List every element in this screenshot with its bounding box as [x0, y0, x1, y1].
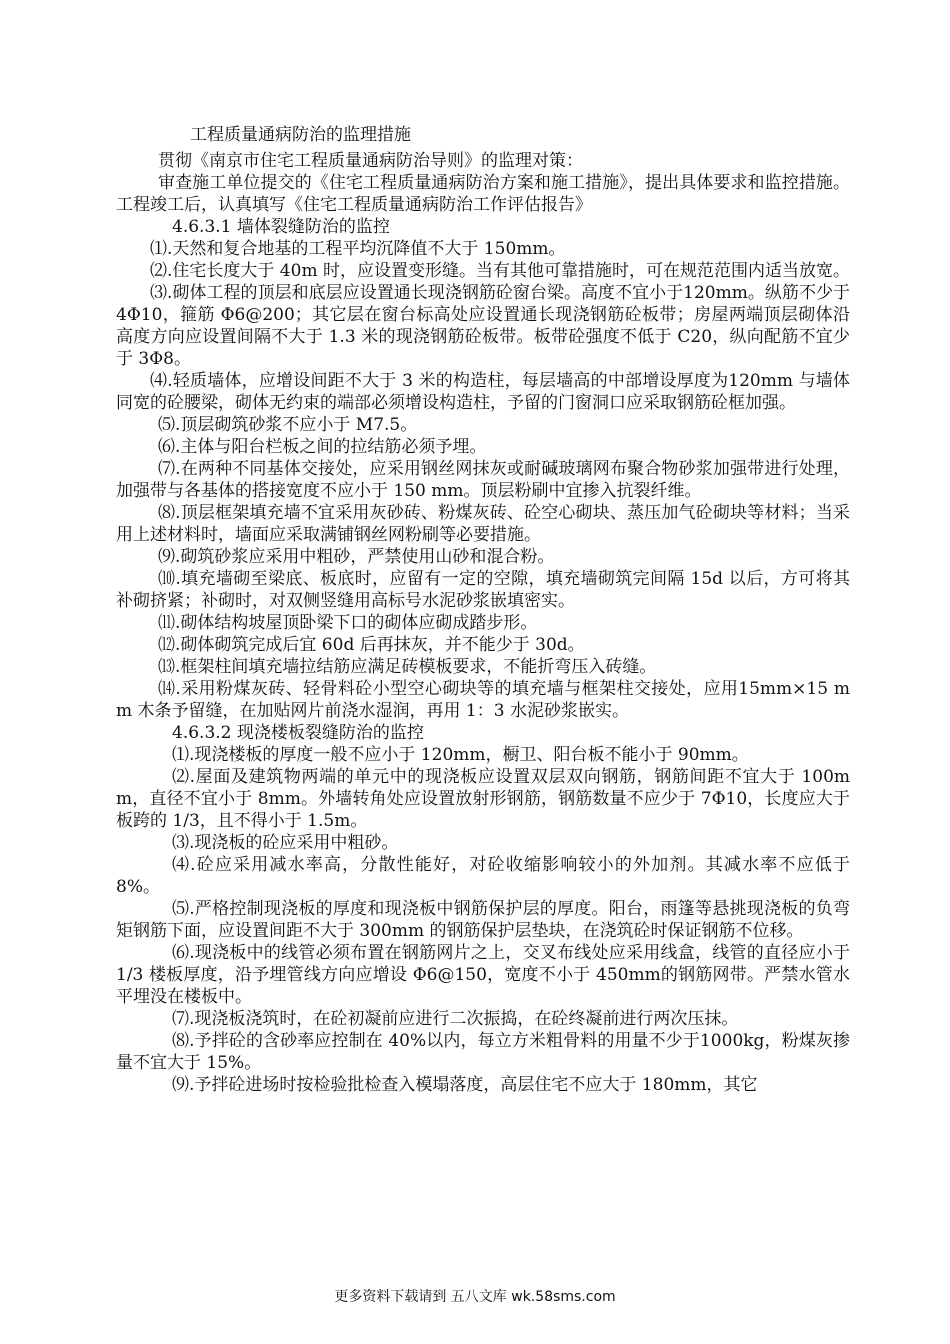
list-item: ⑺.现浇板浇筑时，在砼初凝前应进行二次振捣，在砼终凝前进行两次压抹。	[172, 1009, 739, 1029]
list-item: ⑹.主体与阳台栏板之间的拉结筋必须予埋。	[158, 437, 487, 457]
list-item: ⑴.现浇楼板的厚度一般不应小于 120mm，橱卫、阳台板不能小于 90mm。	[172, 745, 749, 765]
section-heading: 4.6.3.1 墙体裂缝防治的监控	[172, 217, 390, 237]
list-item: ⑷.砼应采用减水率高，分散性能好，对砼收缩影响较小的外加剂。其减水率不应低于 8%。	[116, 855, 850, 897]
list-item: ⑷.轻质墙体，应增设间距不大于 3 米的构造柱，每层墙高的中部增设厚度为120mm 与墙体同宽的砼腰梁，砌体无约束的端部必须增设构造柱，予留的门窗洞口应采取钢筋砼框加强。	[116, 371, 850, 413]
list-item: ⑴.天然和复合地基的工程平均沉降值不大于 150mm。	[150, 239, 566, 259]
list-item: ⒁.采用粉煤灰砖、轻骨料砼小型空心砌块等的填充墙与框架柱交接处，应用15mm×15 mm 木条予留缝，在加贴网片前浇水湿润，再用 1：3 水泥砂浆嵌实。	[116, 679, 850, 721]
list-item: ⑼.砌筑砂浆应采用中粗砂，严禁使用山砂和混合粉。	[158, 547, 555, 567]
list-item: ⑸.顶层砌筑砂浆不应小于 M7.5。	[158, 415, 418, 435]
list-item: ⑶.现浇板的砼应采用中粗砂。	[172, 833, 399, 853]
list-item: ⑽.填充墙砌至梁底、板底时，应留有一定的空隙，填充墙砌筑完间隔 15d 以后，方可将其补砌挤紧；补砌时，对双侧竖缝用高标号水泥砂浆嵌填密实。	[116, 569, 850, 611]
document-title: 工程质量通病防治的监理措施	[190, 125, 411, 145]
intro-paragraph: 审查施工单位提交的《住宅工程质量通病防治方案和施工措施》，提出具体要求和监控措施。工程竣工后，认真填写《住宅工程质量通病防治工作评估报告》	[116, 173, 850, 215]
list-item: ⑵.屋面及建筑物两端的单元中的现浇板应设置双层双向钢筋，钢筋间距不宜大于 100mm，直径不宜小于 8mm。外墙转角处应设置放射形钢筋，钢筋数量不应少于 7Φ10，长度应大于板跨的 1/3，且不得小于 1.5m。	[116, 767, 850, 831]
list-item: ⑺.在两种不同基体交接处，应采用钢丝网抹灰或耐碱玻璃网布聚合物砂浆加强带进行处理，加强带与各基体的搭接宽度不应小于 150 mm。顶层粉刷中宜掺入抗裂纤维。	[116, 459, 850, 501]
intro-paragraph: 贯彻《南京市住宅工程质量通病防治导则》的监理对策：	[158, 151, 583, 171]
list-item: ⑹.现浇板中的线管必须布置在钢筋网片之上，交叉布线处应采用线盒，线管的直径应小于 1/3 楼板厚度，沿予埋管线方向应增设 Φ6@150，宽度不小于 450mm的钢筋网带。严禁水管水平埋没在楼板中。	[116, 943, 850, 1007]
list-item: ⑸.严格控制现浇板的厚度和现浇板中钢筋保护层的厚度。阳台，雨篷等悬挑现浇板的负弯矩钢筋下面，应设置间距不大于 300mm 的钢筋保护层垫块，在浇筑砼时保证钢筋不位移。	[116, 899, 850, 941]
list-item: ⑾.砌体结构坡屋顶卧梁下口的砌体应砌成踏步形。	[158, 613, 538, 633]
list-item: ⑿.砌体砌筑完成后宜 60d 后再抹灰，并不能少于 30d。	[158, 635, 585, 655]
list-item: ⒀.框架柱间填充墙拉结筋应满足砖模板要求，不能折弯压入砖缝。	[158, 657, 657, 677]
section-heading: 4.6.3.2 现浇楼板裂缝防治的监控	[172, 723, 424, 743]
list-item: ⑶.砌体工程的顶层和底层应设置通长现浇钢筋砼窗台梁。高度不宜小于120mm。纵筋不少于 4Φ10，箍筋 Φ6@200；其它层在窗台标高处应设置通长现浇钢筋砼板带；房屋两端顶层砌体沿高度方向应设置间隔不大于 1.3 米的现浇钢筋砼板带。板带砼强度不低于 C20，纵向配筋不宜少于 3Φ8。	[116, 283, 850, 369]
document-body	[116, 150, 850, 1096]
list-item: ⑻.顶层框架填充墙不宜采用灰砂砖、粉煤灰砖、砼空心砌块、蒸压加气砼砌块等材料；当采用上述材料时，墙面应采取满铺钢丝网粉刷等必要措施。	[116, 503, 850, 545]
list-item: ⑻.予拌砼的含砂率应控制在 40%以内，每立方米粗骨料的用量不少于1000kg，粉煤灰掺量不宜大于 15%。	[116, 1031, 850, 1073]
list-item: ⑵.住宅长度大于 40m 时，应设置变形缝。当有其他可靠措施时，可在规范范围内适当放宽。	[150, 261, 850, 281]
footer-link-text[interactable]: 更多资料下载请到 五八文库 wk.58sms.com	[334, 1289, 616, 1305]
list-item: ⑼.予拌砼进场时按检验批检查入模塌落度，高层住宅不应大于 180mm，其它	[172, 1075, 758, 1095]
